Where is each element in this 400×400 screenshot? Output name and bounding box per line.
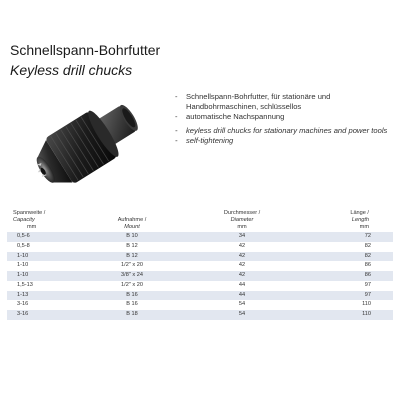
column-header-en: Mount [124, 224, 140, 230]
feature-item-de-2: - automatische Nachspannung [172, 112, 397, 122]
feature-item-de-1: - Schnellspann-Bohrfutter, für stationäre und Handbohrmaschinen, schlüssellos [172, 92, 397, 112]
spec-table [7, 206, 393, 320]
column-header-unit: mm [237, 224, 247, 230]
cell-capacity: 3-16 [7, 310, 77, 320]
table-row [7, 271, 393, 281]
keyless-drill-chuck-icon [20, 90, 165, 195]
table-row [7, 281, 393, 291]
cell-diameter: 42 [187, 242, 297, 252]
column-header-de: Länge / [350, 210, 369, 216]
cell-capacity: 1-10 [7, 261, 77, 271]
table-header-row [7, 206, 393, 232]
cell-mount: 3/8" x 24 [77, 271, 187, 281]
cell-diameter: 54 [187, 300, 297, 310]
column-header-de: Durchmesser / [223, 210, 261, 216]
cell-length: 72 [297, 232, 393, 242]
column-header-de: Spannweite / [13, 210, 46, 216]
column-header-diameter [187, 206, 297, 232]
column-header-mount [77, 206, 187, 232]
column-header-capacity [7, 206, 77, 232]
table-row [7, 310, 393, 320]
cell-mount: B 12 [77, 242, 187, 252]
title-english: Keyless drill chucks [10, 62, 133, 78]
cell-capacity: 1,5-13 [7, 281, 77, 291]
cell-diameter: 42 [187, 252, 297, 262]
cell-capacity: 0,5-8 [7, 242, 77, 252]
cell-capacity: 3-16 [7, 300, 77, 310]
cell-diameter: 44 [187, 291, 297, 301]
column-header-en: Capacity [13, 217, 35, 223]
column-header-en: Length [351, 217, 369, 223]
cell-capacity: 1-10 [7, 271, 77, 281]
cell-diameter: 44 [187, 281, 297, 291]
cell-length: 110 [297, 300, 393, 310]
table-row [7, 252, 393, 262]
table-row [7, 232, 393, 242]
cell-length: 97 [297, 291, 393, 301]
cell-length: 86 [297, 261, 393, 271]
feature-item-en-2: - self-tightening [172, 136, 397, 146]
table-row [7, 242, 393, 252]
cell-length: 97 [297, 281, 393, 291]
cell-diameter: 42 [187, 271, 297, 281]
cell-mount: B 16 [77, 300, 187, 310]
cell-diameter: 54 [187, 310, 297, 320]
feature-list [172, 92, 397, 146]
cell-mount: B 10 [77, 232, 187, 242]
column-header-unit: mm [359, 224, 369, 230]
table-row [7, 291, 393, 301]
column-header-unit: mm [27, 224, 37, 230]
cell-diameter: 34 [187, 232, 297, 242]
column-header-de: Aufnahme / [117, 217, 147, 223]
cell-capacity: 1-13 [7, 291, 77, 301]
cell-mount: 1/2" x 20 [77, 281, 187, 291]
cell-length: 86 [297, 271, 393, 281]
cell-mount: B 16 [77, 291, 187, 301]
cell-capacity: 0,5-6 [7, 232, 77, 242]
cell-mount: B 12 [77, 252, 187, 262]
table-row [7, 261, 393, 271]
cell-mount: 1/2" x 20 [77, 261, 187, 271]
title-german: Schnellspann-Bohrfutter [10, 42, 161, 58]
cell-length: 82 [297, 242, 393, 252]
column-header-en: Diameter [230, 217, 254, 223]
cell-mount: B 18 [77, 310, 187, 320]
table-row [7, 300, 393, 310]
cell-length: 82 [297, 252, 393, 262]
cell-length: 110 [297, 310, 393, 320]
cell-capacity: 1-10 [7, 252, 77, 262]
feature-item-en-1: - keyless drill chucks for stationary machines and power tools [172, 126, 397, 136]
table-body [7, 232, 393, 320]
cell-diameter: 42 [187, 261, 297, 271]
column-header-length [297, 206, 393, 232]
